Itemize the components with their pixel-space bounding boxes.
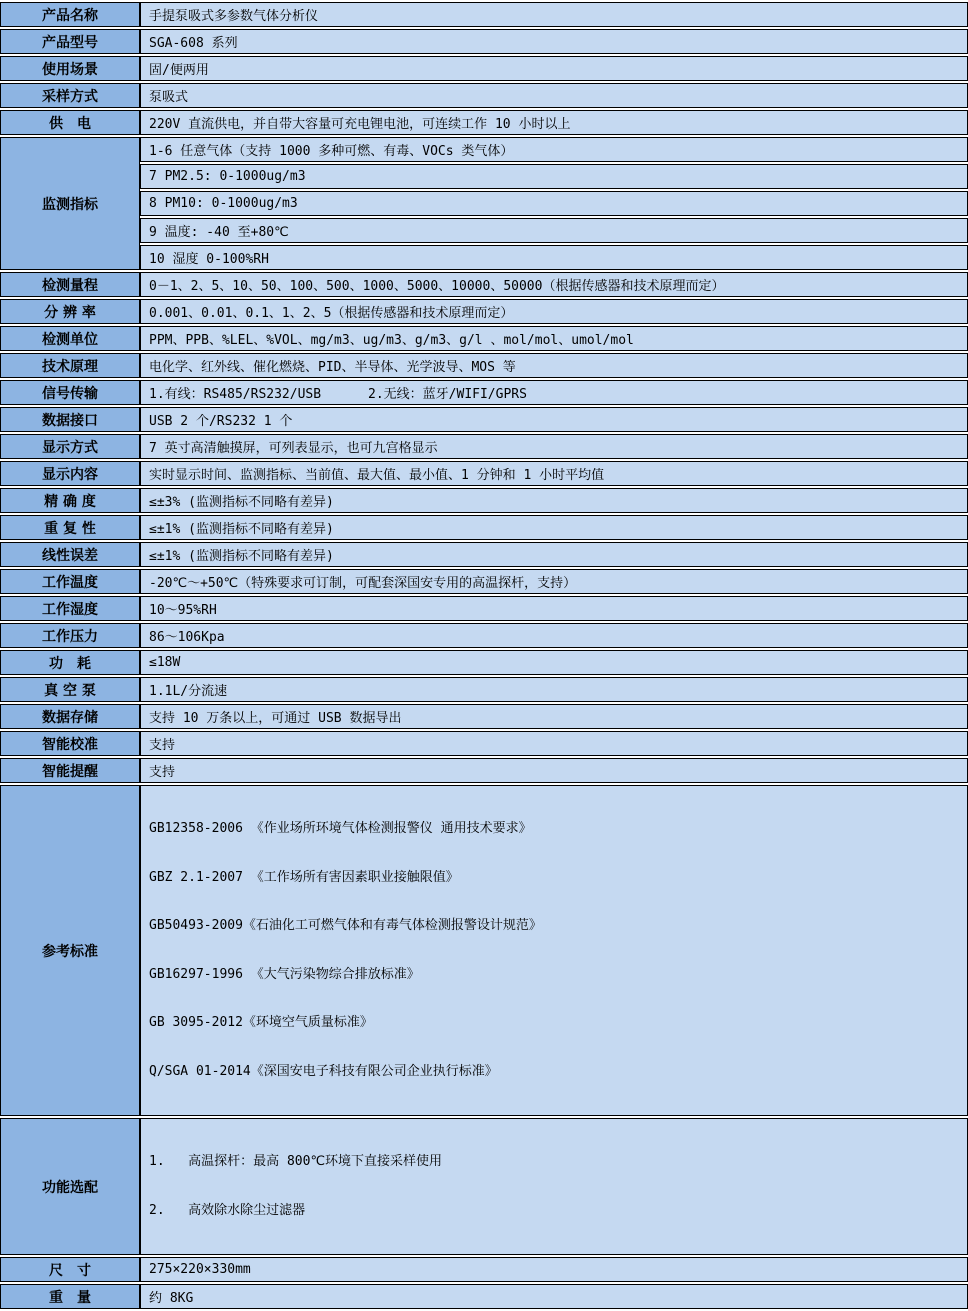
row-label: 使用场景	[0, 56, 140, 81]
row-label: 精 确 度	[0, 488, 140, 513]
standard-line: GB16297-1996 《大气污染物综合排放标准》	[149, 966, 420, 982]
spec-subrow	[0, 218, 968, 243]
row-label: 产品名称	[0, 2, 140, 27]
spec-row-display-mode	[0, 434, 968, 459]
spec-row-data-interface	[0, 407, 968, 432]
row-value: ≤18W	[140, 650, 968, 675]
spec-row-detection-range	[0, 272, 968, 297]
row-label: 信号传输	[0, 380, 140, 405]
row-value: 支持	[140, 731, 968, 756]
row-value: 0.001、0.01、0.1、1、2、5（根据传感器和技术原理而定）	[140, 299, 968, 324]
spec-row-sampling-method	[0, 83, 968, 108]
spec-row-resolution	[0, 299, 968, 324]
row-label: 采样方式	[0, 83, 140, 108]
spec-row-vacuum-pump	[0, 677, 968, 702]
spec-row-smart-calibration	[0, 731, 968, 756]
row-value: 手提泵吸式多参数气体分析仪	[140, 2, 968, 27]
row-value: 1.1L/分流速	[140, 677, 968, 702]
row-label: 供 电	[0, 110, 140, 135]
spec-row-detection-unit	[0, 326, 968, 351]
row-value: SGA-608 系列	[140, 29, 968, 54]
spec-row-usage-scene	[0, 56, 968, 81]
row-label: 线性误差	[0, 542, 140, 567]
row-value: 泵吸式	[140, 83, 968, 108]
option-line: 2. 高效除水除尘过滤器	[149, 1202, 306, 1218]
spec-row-data-storage	[0, 704, 968, 729]
spec-row-optional-features	[0, 1118, 968, 1255]
row-value: 7 英寸高清触摸屏，可列表显示，也可九宫格显示	[140, 434, 968, 459]
row-label: 尺 寸	[0, 1257, 140, 1282]
spec-row-working-humidity	[0, 596, 968, 621]
spec-row-dimensions	[0, 1257, 968, 1282]
spec-row-repeatability	[0, 515, 968, 540]
row-value: 275×220×330mm	[140, 1257, 968, 1282]
row-value: 10～95%RH	[140, 596, 968, 621]
row-value: 1-6 任意气体（支持 1000 多种可燃、有毒、VOCs 类气体）	[140, 137, 968, 162]
row-value: PPM、PPB、%LEL、%VOL、mg/m3、ug/m3、g/m3、g/l 、mol/mol、umol/mol	[140, 326, 968, 351]
row-value: 0－1、2、5、10、50、100、500、1000、5000、10000、50000（根据传感器和技术原理而定）	[140, 272, 968, 297]
spec-row-technical-principle	[0, 353, 968, 378]
spec-subrow	[0, 245, 968, 270]
spec-row-weight	[0, 1284, 968, 1309]
row-label: 工作温度	[0, 569, 140, 594]
row-label: 技术原理	[0, 353, 140, 378]
row-value: 9 温度: -40 至+80℃	[140, 218, 968, 243]
row-value: 支持	[140, 758, 968, 783]
row-value	[140, 1118, 968, 1255]
option-line: 1. 高温探杆：最高 800℃环境下直接采样使用	[149, 1154, 443, 1169]
row-value: 电化学、红外线、催化燃烧、PID、半导体、光学波导、MOS 等	[140, 353, 968, 378]
standard-line: GB12358-2006 《作业场所环境气体检测报警仪 通用技术要求》	[149, 821, 532, 836]
spec-row-reference-standards	[0, 785, 968, 1116]
row-label: 分 辨 率	[0, 299, 140, 324]
row-value: -20℃～+50℃（特殊要求可订制，可配套深国安专用的高温探杆，支持）	[140, 569, 968, 594]
row-value: 支持 10 万条以上，可通过 USB 数据导出	[140, 704, 968, 729]
row-value: 8 PM10: 0-1000ug/m3	[140, 191, 968, 216]
row-label: 真 空 泵	[0, 677, 140, 702]
row-value: USB 2 个/RS232 1 个	[140, 407, 968, 432]
row-label: 智能校准	[0, 731, 140, 756]
standard-line: GBZ 2.1-2007 《工作场所有害因素职业接触限值》	[149, 869, 459, 885]
row-label: 检测量程	[0, 272, 140, 297]
spec-row-smart-reminder	[0, 758, 968, 783]
spec-row-signal-transmission	[0, 380, 968, 405]
row-label: 功能选配	[0, 1118, 140, 1255]
row-label: 功 耗	[0, 650, 140, 675]
row-label: 参考标准	[0, 785, 140, 1116]
row-value: 220V 直流供电，并自带大容量可充电锂电池，可连续工作 10 小时以上	[140, 110, 968, 135]
spec-subrow	[0, 191, 968, 216]
row-label: 监测指标	[0, 137, 140, 270]
spec-row-monitoring-indicators	[0, 137, 968, 162]
row-value: 86～106Kpa	[140, 623, 968, 648]
row-label: 检测单位	[0, 326, 140, 351]
row-value: ≤±1% (监测指标不同略有差异)	[140, 515, 968, 540]
standard-line: Q/SGA 01-2014《深国安电子科技有限公司企业执行标准》	[149, 1063, 498, 1079]
row-label: 数据存储	[0, 704, 140, 729]
row-label: 工作湿度	[0, 596, 140, 621]
spec-row-linearity-error	[0, 542, 968, 567]
spec-subrow	[0, 164, 968, 189]
row-value: 7 PM2.5: 0-1000ug/m3	[140, 164, 968, 189]
standard-line: GB50493-2009《石油化工可燃气体和有毒气体检测报警设计规范》	[149, 918, 542, 933]
row-value: 10 湿度 0-100%RH	[140, 245, 968, 270]
row-label: 产品型号	[0, 29, 140, 54]
spec-row-working-pressure	[0, 623, 968, 648]
row-value	[140, 785, 968, 1116]
row-value: 实时显示时间、监测指标、当前值、最大值、最小值、1 分钟和 1 小时平均值	[140, 461, 968, 486]
row-value: 1.有线：RS485/RS232/USB 2.无线：蓝牙/WIFI/GPRS	[140, 380, 968, 405]
spec-row-power-consumption	[0, 650, 968, 675]
row-value: ≤±3% (监测指标不同略有差异)	[140, 488, 968, 513]
row-label: 显示方式	[0, 434, 140, 459]
row-label: 工作压力	[0, 623, 140, 648]
standard-line: GB 3095-2012《环境空气质量标准》	[149, 1015, 373, 1030]
row-value: ≤±1% (监测指标不同略有差异)	[140, 542, 968, 567]
spec-row-product-name	[0, 2, 968, 27]
spec-row-product-model	[0, 29, 968, 54]
row-value: 约 8KG	[140, 1284, 968, 1309]
row-label: 显示内容	[0, 461, 140, 486]
row-label: 数据接口	[0, 407, 140, 432]
row-value: 固/便两用	[140, 56, 968, 81]
row-label: 重 量	[0, 1284, 140, 1309]
spec-row-power-supply	[0, 110, 968, 135]
spec-row-display-content	[0, 461, 968, 486]
spec-row-working-temperature	[0, 569, 968, 594]
row-label: 智能提醒	[0, 758, 140, 783]
row-label: 重 复 性	[0, 515, 140, 540]
spec-row-accuracy	[0, 488, 968, 513]
